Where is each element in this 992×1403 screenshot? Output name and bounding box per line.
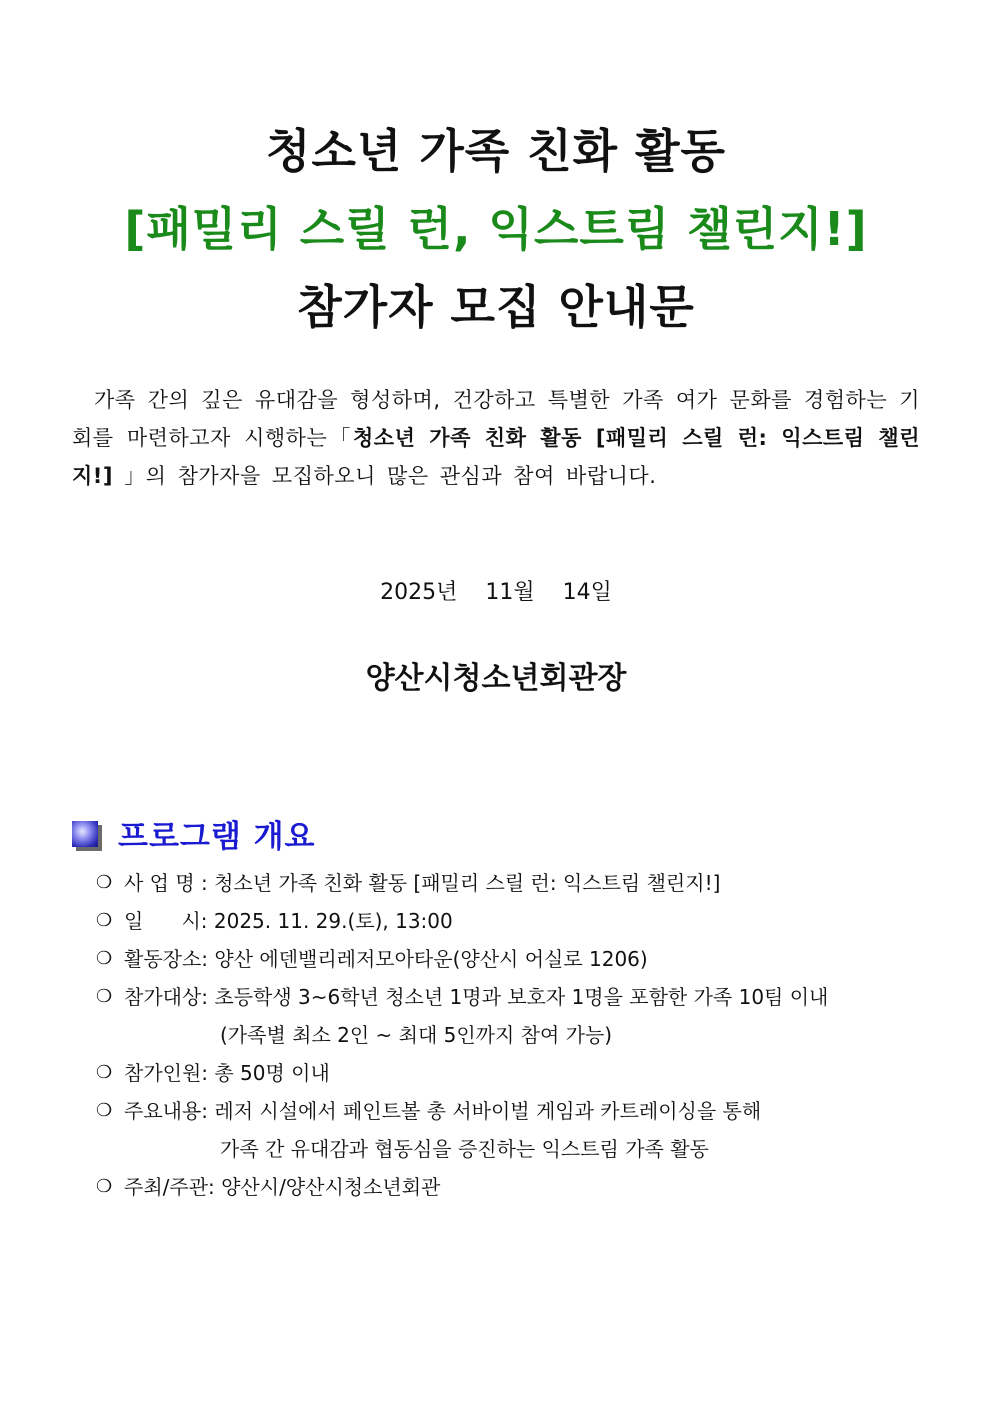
list-item-text: 일 시: 2025. 11. 29.(토), 13:00 (124, 909, 453, 933)
list-item-text: 주요내용: 레저 시설에서 페인트볼 총 서바이벌 게임과 카트레이싱을 통해 (124, 1099, 762, 1123)
list-item-text: 활동장소: 양산 에덴밸리레저모아타운(양산시 어실로 1206) (124, 947, 648, 971)
list-item-continuation-text: 가족 간 유대감과 협동심을 증진하는 익스트림 가족 활동 (220, 1137, 709, 1161)
list-item (96, 1092, 926, 1130)
list-item (96, 978, 926, 1016)
circle-bullet-icon: ❍ (96, 1062, 113, 1083)
list-item (96, 1054, 926, 1092)
list-item (96, 1168, 926, 1206)
square-bullet-icon (72, 821, 98, 847)
section-title: 프로그램 개요 (118, 819, 316, 855)
circle-bullet-icon: ❍ (96, 1176, 113, 1197)
organizer-name: 양산시청소년회관장 (365, 661, 627, 696)
list-item-continuation-text: (가족별 최소 2인 ~ 최대 5인까지 참여 가능) (220, 1023, 613, 1047)
list-item-continuation (96, 1016, 926, 1054)
circle-bullet-icon: ❍ (96, 1100, 113, 1121)
section-heading (72, 811, 315, 856)
list-item-text: 주최/주관: 양산시/양산시청소년회관 (124, 1175, 441, 1199)
title-line-3: 참가자 모집 안내문 (297, 280, 695, 334)
program-overview-list (96, 864, 926, 1206)
title-line-1: 청소년 가족 친화 활동 (266, 124, 726, 178)
circle-bullet-icon: ❍ (96, 986, 113, 1007)
circle-bullet-icon: ❍ (96, 872, 113, 893)
list-item-continuation (96, 1130, 926, 1168)
intro-text-post: 」의 참가자을 모집하오니 많은 관심과 참여 바랍니다. (112, 464, 657, 488)
list-item (96, 902, 926, 940)
intro-paragraph (72, 381, 920, 495)
list-item-text: 사 업 명 : 청소년 가족 친화 활동 [패밀리 스릴 런: 익스트림 챌린지!] (124, 871, 721, 895)
document-date: 2025년 11월 14일 (380, 580, 612, 605)
intro-text-pre: 가족 간의 깊은 유대감을 형성하며, 건강하고 특별한 가족 여가 문화를 경험하는 기회를 마련하고자 시행하는「 (72, 388, 920, 450)
list-item-text: 참가대상: 초등학생 3~6학년 청소년 1명과 보호자 1명을 포함한 가족 10팀 이내 (124, 985, 829, 1009)
circle-bullet-icon: ❍ (96, 910, 113, 931)
list-item (96, 864, 926, 902)
document-title (0, 112, 992, 346)
circle-bullet-icon: ❍ (96, 948, 113, 969)
intro-text-bold: 청소년 가족 친화 활동 [패밀리 스릴 런: 익스트림 챌린지!] (72, 426, 920, 488)
list-item-text: 참가인원: 총 50명 이내 (124, 1061, 330, 1085)
title-line-2: [패밀리 스릴 런, 익스트림 챌린지!] (124, 202, 868, 256)
list-item (96, 940, 926, 978)
